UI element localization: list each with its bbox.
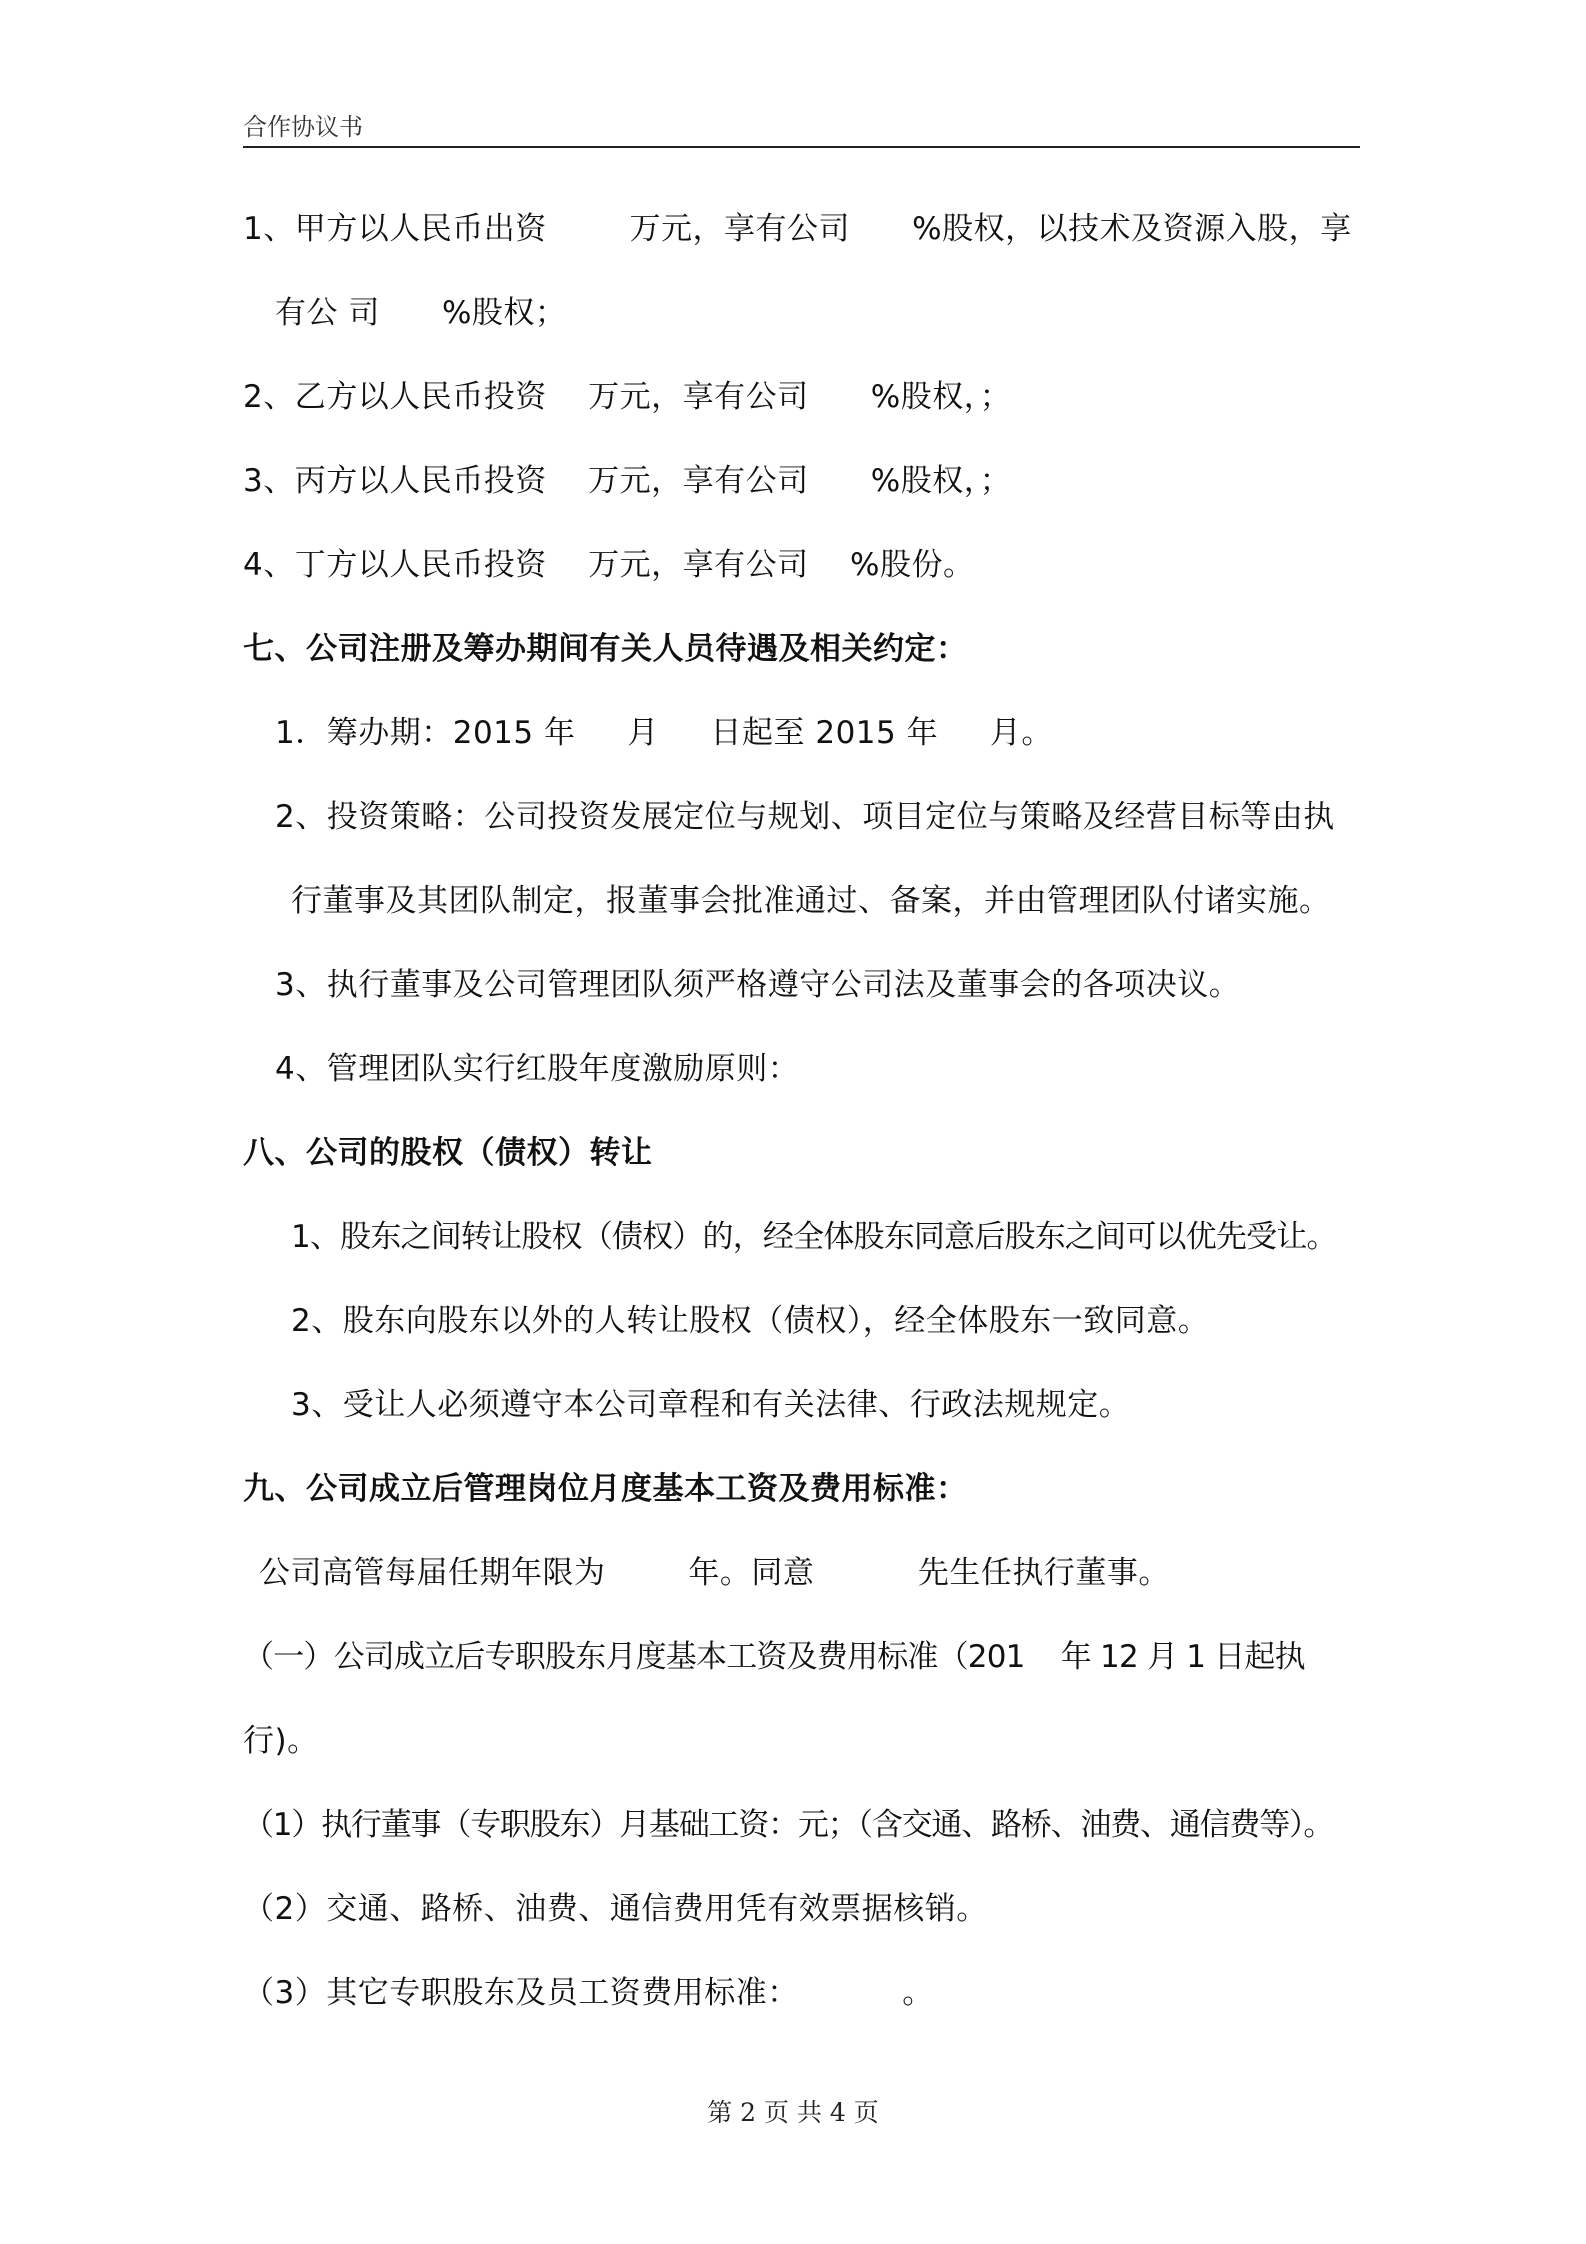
clause-7-item-1: 1．筹办期：2015 年 月 日起至 2015 年 月。 [275, 715, 1053, 751]
clause-7-item-2: 2、投资策略：公司投资发展定位与规划、项目定位与策略及经营目标等由执 [275, 799, 1335, 835]
clause-8-item-3: 3、受让人必须遵守本公司章程和有关法律、行政法规规定。 [291, 1387, 1131, 1423]
clause-7-item-2-continued: 行董事及其团队制定，报董事会批准通过、备案，并由管理团队付诸实施。 [291, 883, 1331, 919]
clause-7-item-3: 3、执行董事及公司管理团队须严格遵守公司法及董事会的各项决议。 [275, 967, 1241, 1003]
clause-6-item-1: 1、甲方以人民币出资 万元，享有公司 %股权，以技术及资源入股，享 [243, 211, 1352, 247]
clause-6-item-3: 3、丙方以人民币投资 万元，享有公司 %股权，； [243, 463, 1012, 499]
clause-8-item-1: 1、股东之间转让股权（债权）的，经全体股东同意后股东之间可以优先受让。 [291, 1219, 1337, 1255]
clause-6-item-2: 2、乙方以人民币投资 万元，享有公司 %股权，； [243, 379, 1012, 415]
section-heading-8: 八、公司的股权（债权）转让 [243, 1135, 653, 1171]
clause-9-term: 公司高管每届任期年限为 年。同意 先生任执行董事。 [259, 1555, 1170, 1591]
clause-7-item-4: 4、管理团队实行红股年度激励原则： [275, 1051, 800, 1087]
clause-9-item-3: （3）其它专职股东及员工资费用标准： 。 [243, 1975, 934, 2011]
header-title: 合作协议书 [243, 113, 363, 141]
section-heading-9: 九、公司成立后管理岗位月度基本工资及费用标准： [243, 1471, 968, 1507]
clause-6-item-4: 4、丁方以人民币投资 万元，享有公司 %股份。 [243, 547, 975, 583]
clause-9-subsection-1-continued: 行)。 [243, 1723, 319, 1759]
clause-9-item-2: （2）交通、路桥、油费、通信费用凭有效票据核销。 [243, 1891, 988, 1927]
clause-8-item-2: 2、股东向股东以外的人转让股权（债权），经全体股东一致同意。 [291, 1303, 1210, 1339]
page-header [243, 108, 1360, 148]
clause-9-item-1: （1）执行董事（专职股东）月基础工资：元；（含交通、路桥、油费、通信费等）。 [243, 1807, 1334, 1843]
page-number: 第 2 页 共 4 页 [707, 2098, 879, 2127]
section-heading-7: 七、公司注册及筹办期间有关人员待遇及相关约定： [243, 631, 968, 667]
clause-9-subsection-1: （一）公司成立后专职股东月度基本工资及费用标准（201 年 12 月 1 日起执 [243, 1639, 1305, 1675]
clause-6-item-1-continued: 有公 司 %股权； [275, 295, 567, 331]
